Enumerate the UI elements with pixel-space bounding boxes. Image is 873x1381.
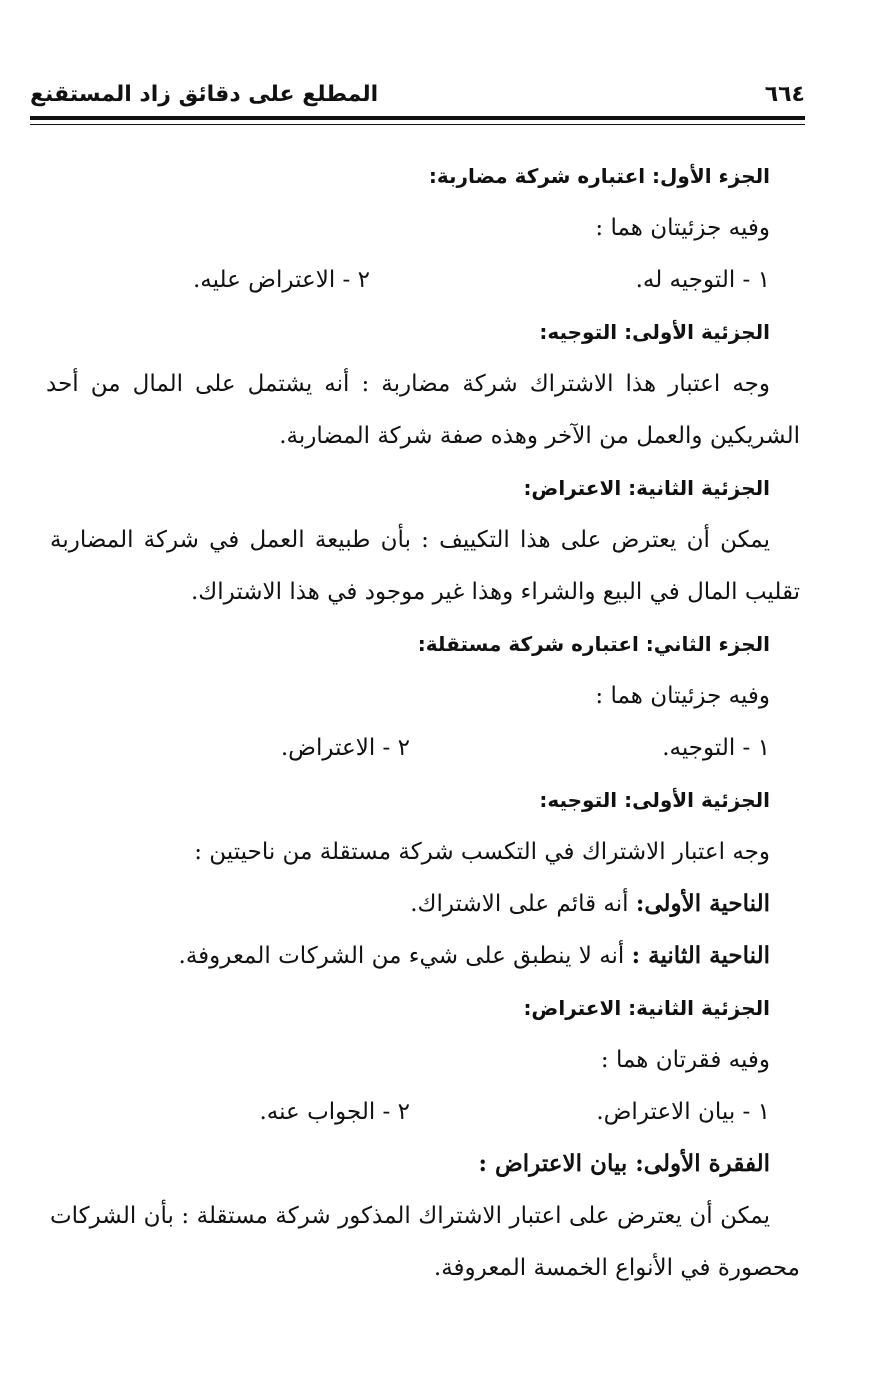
part1-sub1-line2: الشريكين والعمل من الآخر وهذه صفة شركة المضاربة. bbox=[279, 423, 800, 449]
enum-item-2: ٢ - الاعتراض. bbox=[280, 735, 410, 761]
part1-sub2-line1: يمكن أن يعترض على هذا التكييف : بأن طبيعة العمل في شركة المضاربة bbox=[50, 527, 770, 553]
aspect2-label: الناحية الثانية : bbox=[631, 942, 770, 969]
part2-heading: الجزء الثاني: اعتباره شركة مستقلة: bbox=[417, 632, 770, 656]
running-title: المطلع على دقائق زاد المستقنع bbox=[30, 82, 379, 107]
page-body bbox=[46, 150, 800, 1294]
aspect1-label: الناحية الأولى: bbox=[635, 890, 770, 917]
part1-sub2-heading: الجزئية الثانية: الاعتراض: bbox=[523, 476, 770, 500]
part1-intro: وفيه جزئيتان هما : bbox=[595, 215, 770, 241]
para1-line2: محصورة في الأنواع الخمسة المعروفة. bbox=[433, 1255, 800, 1281]
part2-sub2-enum-row bbox=[50, 1086, 770, 1138]
part1-heading: الجزء الأول: اعتباره شركة مضاربة: bbox=[428, 164, 770, 188]
part1-sub1-line1: وجه اعتبار هذا الاشتراك شركة مضاربة : أنه يشتمل على المال من أحد bbox=[46, 371, 770, 397]
enum-item-1: ١ - التوجيه له. bbox=[635, 267, 770, 293]
part2-sub1-heading: الجزئية الأولى: التوجيه: bbox=[539, 788, 770, 812]
part1-enum-row bbox=[50, 254, 770, 306]
header-rule-thick bbox=[30, 116, 805, 120]
aspect2 bbox=[50, 930, 770, 982]
page-header bbox=[30, 82, 805, 112]
part2-enum-row bbox=[50, 722, 770, 774]
part1-sub1-heading: الجزئية الأولى: التوجيه: bbox=[539, 320, 770, 344]
part2-sub2-heading: الجزئية الثانية: الاعتراض: bbox=[523, 996, 770, 1020]
aspect1-text: أنه قائم على الاشتراك. bbox=[410, 891, 629, 917]
aspect2-text: أنه لا ينطبق على شيء من الشركات المعروفة. bbox=[178, 943, 625, 969]
part2-sub1-text: وجه اعتبار الاشتراك في التكسب شركة مستقلة من ناحيتين : bbox=[194, 839, 770, 865]
part2-sub2-intro: وفيه فقرتان هما : bbox=[600, 1047, 770, 1073]
part2-intro: وفيه جزئيتان هما : bbox=[595, 683, 770, 709]
page-number: ٦٦٤ bbox=[764, 82, 805, 107]
aspect1 bbox=[50, 878, 770, 930]
enum-item-1: ١ - التوجيه. bbox=[662, 735, 770, 761]
enum-item-2: ٢ - الاعتراض عليه. bbox=[192, 267, 370, 293]
para1-line1: يمكن أن يعترض على اعتبار الاشتراك المذكور شركة مستقلة : بأن الشركات bbox=[50, 1203, 770, 1229]
part1-sub2-line2: تقليب المال في البيع والشراء وهذا غير موجود في هذا الاشتراك. bbox=[190, 579, 800, 605]
para1-heading: الفقرة الأولى: بيان الاعتراض : bbox=[478, 1150, 770, 1177]
enum-item-2: ٢ - الجواب عنه. bbox=[259, 1099, 410, 1125]
enum-item-1: ١ - بيان الاعتراض. bbox=[596, 1099, 770, 1125]
header-rule-thin bbox=[30, 124, 805, 125]
